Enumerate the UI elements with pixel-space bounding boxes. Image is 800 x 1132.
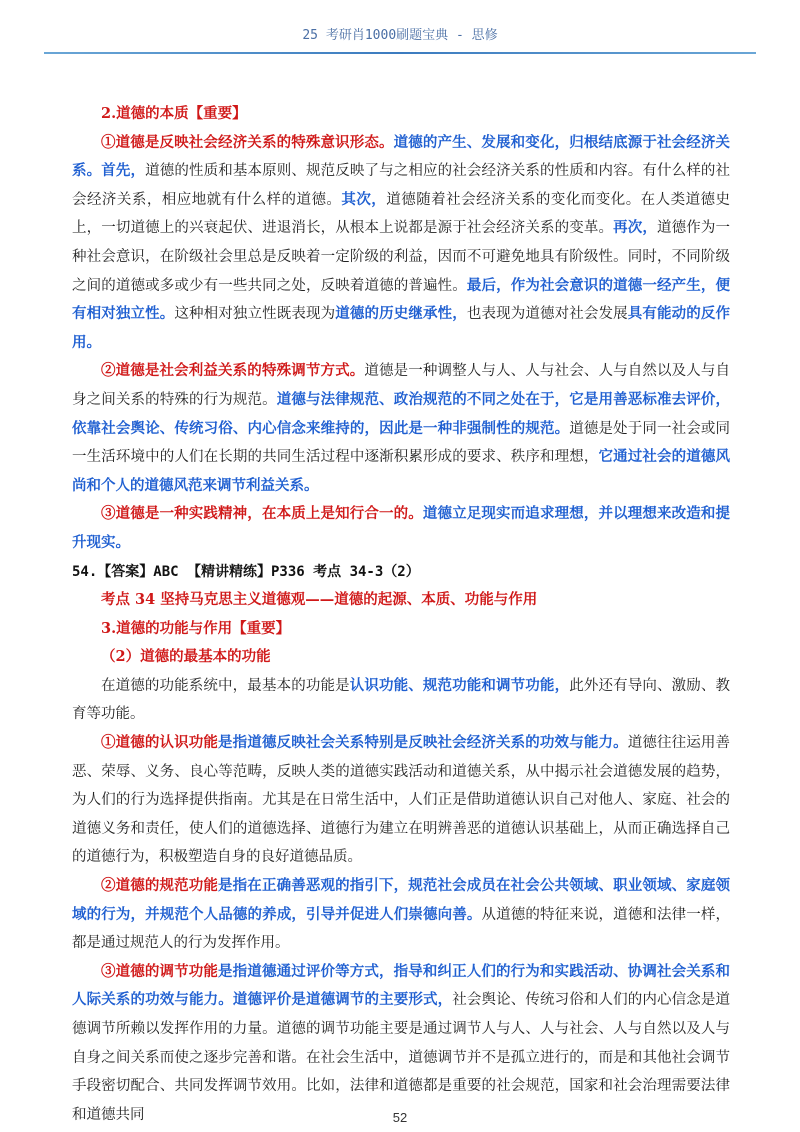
document-body [72, 100, 730, 1129]
body-text: 此外还有导向、激励、教育等功能。 [72, 677, 731, 723]
body-text: 道德作为一种社会意识，在阶级社会里总是反映着一定阶级的利益，因而不可避免地具有阶级性。同时，不同阶级之间的道德或多或少有一些共同之处，反映着道德的普遍性。 [72, 220, 730, 294]
emphasis-text: 道德的产生、发展和变化，归根结底源于社会经济关系。首先， [72, 133, 731, 180]
body-text: 从道德的特征来说，道德和法律一样，都是通过规范人的行为发挥作用。 [72, 906, 730, 952]
paragraph-function-1 [72, 729, 730, 872]
body-text: 也表现为道德对社会发展 [466, 306, 628, 323]
point-text: ①道德的认识功能 [101, 734, 219, 752]
section-heading-essence: 2.道德的本质【重要】 [101, 105, 247, 122]
body-text: 道德的性质和基本原则、规范反映了与之相应的社会经济关系的性质和内容。有什么样的社会经济关系，相应地就有什么样的道德。 [72, 163, 730, 208]
paragraph-function-intro [72, 672, 730, 729]
answer-text: 54.【答案】ABC 【精讲精练】P336 考点 34-3（2） [72, 563, 420, 580]
paragraph-essence-3 [72, 500, 730, 557]
emphasis-text: 道德与法律规范、政治规范的不同之处在于，它是用善恶标准去评价，依靠社会舆论、传统习俗、内心信念来维持的，因此是一种非强制性的规范。 [72, 390, 730, 437]
emphasis-text: 其次， [341, 190, 387, 208]
emphasis-text: 再次， [613, 219, 657, 237]
point-text: ②道德是社会利益关系的特殊调节方式。 [101, 362, 365, 380]
paragraph-essence-1 [72, 129, 730, 358]
paragraph-function-2 [72, 872, 730, 958]
emphasis-text: 具有能动的反作用。 [72, 305, 730, 351]
body-text: 这种相对独立性既表现为 [174, 306, 336, 323]
body-text: 道德是一种调整人与人、人与社会、人与自然以及人与自身之间关系的特殊的行为规范。 [72, 363, 730, 408]
section-heading-function: 3.道德的功能与作用【重要】 [101, 619, 291, 637]
point-text: ②道德的规范功能 [101, 877, 219, 895]
subsection-heading: （2）道德的最基本的功能 [101, 648, 271, 666]
emphasis-text: 是指在正确善恶观的指引下，规范社会成员在社会公共领域、职业领域、家庭领域的行为，并规范个人品德的养成，引导并促进人们崇德向善。 [72, 877, 730, 923]
paragraph-function-3 [72, 958, 730, 1130]
body-text: 社会舆论、传统习俗和人们的内心信念是道德调节所赖以发挥作用的力量。道德的调节功能主要是通过调节人与人、人与社会、人与自然以及人与自身之间关系而使之逐步完善和谐。在社会生活中，道德调节并不是孤立进行的，而是和其他社会调节手段密切配合、共同发挥调节效用。比如，法律和道德都是重要的社会规范，国家和社会治理需要法律和道德共同 [72, 992, 730, 1123]
body-text: 在道德的功能系统中，最基本的功能是 [101, 677, 350, 694]
exam-point-title: 考点 34 坚持马克思主义道德观——道德的起源、本质、功能与作用 [101, 591, 538, 609]
body-text: 道德往往运用善恶、荣辱、义务、良心等范畴，反映人类的道德实践活动和道德关系，从中揭示社会道德发展的趋势，为人们的行为选择提供指南。尤其是在日常生活中，人们正是借助道德认识自己对他人、家庭、社会的道德义务和责任，使人们的道德选择、道德行为建立在明辨善恶的道德认识基础上，从而正确选择自己的道德行为，积极塑造自身的良好道德品质。 [72, 735, 731, 866]
emphasis-text: 是指道德反映社会关系特别是反映社会经济关系的功效与能力。 [218, 734, 628, 752]
body-text: 道德是处于同一社会或同一生活环境中的人们在长期的共同生活过程中逐渐积累形成的要求、秩序和理想， [72, 420, 730, 466]
paragraph-essence-2 [72, 357, 730, 500]
emphasis-text: 是指道德通过评价等方式，指导和纠正人们的行为和实践活动、协调社会关系和人际关系的功效与能力。道德评价是道德调节的主要形式， [72, 962, 730, 1009]
answer-line [72, 558, 730, 587]
emphasis-text: 道德立足现实而追求理想，并以理想来改造和提升现实。 [72, 505, 731, 551]
emphasis-text: 它通过社会的道德风尚和个人的道德风范来调节利益关系。 [72, 448, 730, 494]
emphasis-text: 最后，作为社会意识的道德一经产生，便有相对独立性。 [72, 276, 730, 323]
emphasis-text: 道德的历史继承性， [335, 305, 467, 323]
point-text: ③道德是一种实践精神，在本质上是知行合一的。 [101, 505, 423, 523]
page-number: 52 [392, 1110, 408, 1125]
page-header: 25 考研肖1000刷题宝典 - 思修 [302, 28, 498, 43]
header-divider [44, 52, 756, 54]
point-text: ③道德的调节功能 [101, 962, 219, 980]
point-text: ①道德是反映社会经济关系的特殊意识形态。 [101, 133, 394, 151]
body-text: 道德随着社会经济关系的变化而变化。在人类道德史上，一切道德上的兴衰起伏、进退消长，从根本上说都是源于社会经济关系的变革。 [72, 191, 731, 237]
emphasis-text: 认识功能、规范功能和调节功能， [349, 676, 570, 694]
